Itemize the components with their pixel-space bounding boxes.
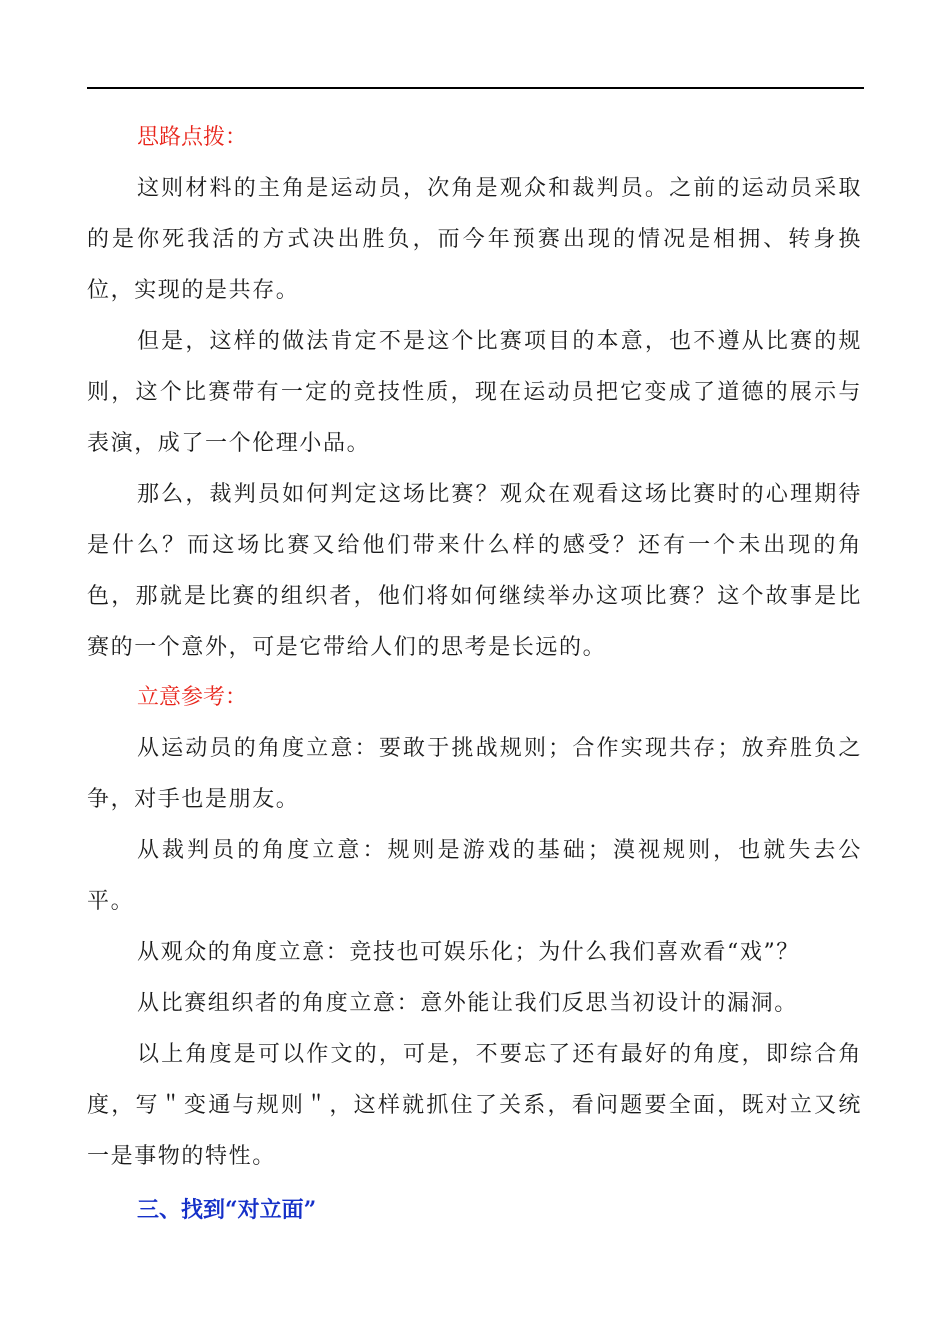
paragraph: 从观众的角度立意：竞技也可娱乐化；为什么我们喜欢看“戏”？ — [137, 940, 800, 965]
paragraph: 以上角度是可以作文的，可是，不要忘了还有最好的角度，即综合角度，写＂变通与规则＂，这样就抓住了关系，看问题要全面，既对立又统一是事物的特性。 — [87, 1042, 862, 1169]
paragraph: 但是，这样的做法肯定不是这个比赛项目的本意，也不遵从比赛的规则，这个比赛带有一定的竞技性质，现在运动员把它变成了道德的展示与表演，成了一个伦理小品。 — [87, 329, 862, 456]
section-heading-opposite: 三、找到“对立面” — [137, 1197, 317, 1223]
paragraph: 那么，裁判员如何判定这场比赛？观众在观看这场比赛时的心理期待是什么？而这场比赛又给他们带来什么样的感受？还有一个未出现的角色，那就是比赛的组织者，他们将如何继续举办这项比赛？这个故事是比赛的一个意外，可是它带给人们的思考是长远的。 — [87, 482, 862, 660]
section-heading-ideas: 立意参考： — [137, 685, 248, 710]
section-heading-hints: 思路点拨： — [137, 125, 248, 150]
paragraph: 从运动员的角度立意：要敢于挑战规则；合作实现共存；放弃胜负之争，对手也是朋友。 — [87, 736, 862, 812]
document-body — [87, 113, 862, 1238]
paragraph: 从比赛组织者的角度立意：意外能让我们反思当初设计的漏洞。 — [137, 991, 798, 1016]
paragraph: 这则材料的主角是运动员，次角是观众和裁判员。之前的运动员采取的是你死我活的方式决出胜负，而今年预赛出现的情况是相拥、转身换位，实现的是共存。 — [87, 176, 862, 303]
header-rule — [87, 87, 864, 89]
paragraph: 从裁判员的角度立意：规则是游戏的基础；漠视规则，也就失去公平。 — [87, 838, 862, 914]
